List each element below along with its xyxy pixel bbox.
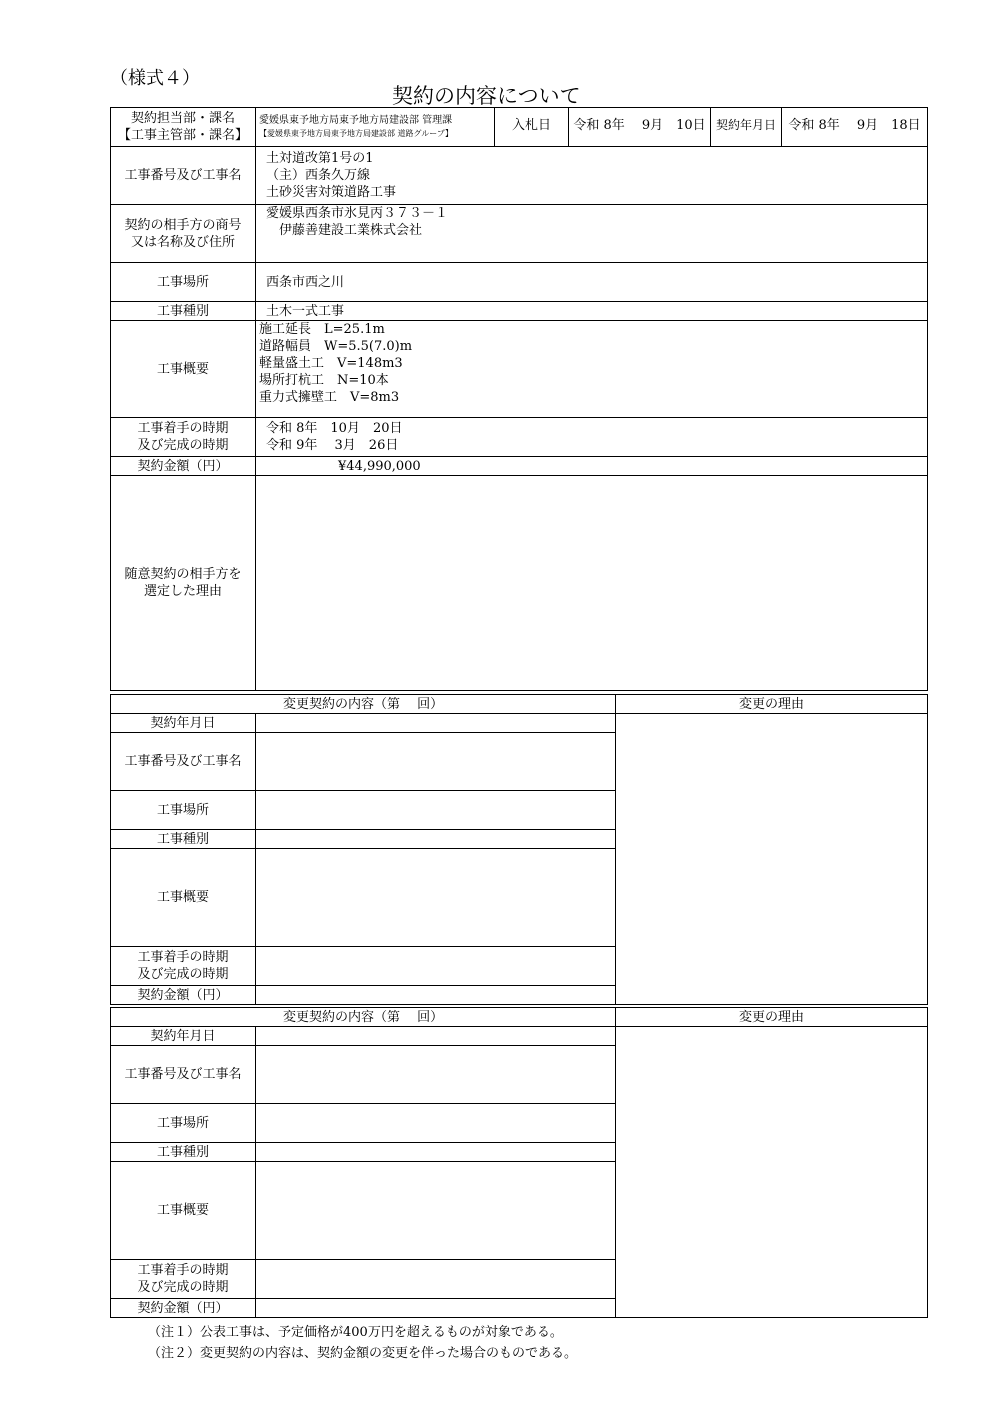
location-value: 西条市西之川 <box>256 263 928 302</box>
change-reason-value <box>616 714 928 1005</box>
change-location-label: 工事場所 <box>111 791 256 830</box>
change-amount-label: 契約金額（円） <box>111 986 256 1005</box>
dept-value-sub: 【愛媛県東予地方局東予地方局建設部 道路グループ】 <box>259 129 453 138</box>
change-location-label: 工事場所 <box>111 1104 256 1143</box>
change-date-value <box>256 714 616 733</box>
change-summary-value <box>256 1162 616 1260</box>
contract-date-value: 令和 8年 9月 18日 <box>782 108 928 147</box>
amount-value: ¥44,990,000 <box>256 457 928 476</box>
change-work-number-label: 工事番号及び工事名 <box>111 1046 256 1104</box>
change-location-value <box>256 791 616 830</box>
summary-value: 施工延長 L=25.1m 道路幅員 W=5.5(7.0)m 軽量盛土工 V=148m3 場所打杭工 N=10本 重力式擁壁工 V=8m3 <box>256 321 928 418</box>
amount-label: 契約金額（円） <box>111 457 256 476</box>
change-type-value <box>256 830 616 849</box>
change-reason-value <box>616 1027 928 1318</box>
document-title: 契約の内容について <box>392 84 581 108</box>
change-reason-header: 変更の理由 <box>616 1008 928 1027</box>
dept-value-cell <box>256 108 495 147</box>
change-period-label: 工事着手の時期 及び完成の時期 <box>111 1260 256 1299</box>
period-label: 工事着手の時期 及び完成の時期 <box>111 418 256 457</box>
footnotes <box>148 1322 577 1364</box>
work-number-label: 工事番号及び工事名 <box>111 147 256 205</box>
change-header: 変更契約の内容（第 回） <box>111 695 616 714</box>
footnote-2: （注２）変更契約の内容は、契約金額の変更を伴った場合のものである。 <box>148 1346 578 1361</box>
change-type-value <box>256 1143 616 1162</box>
change-period-value <box>256 947 616 986</box>
change-date-label: 契約年月日 <box>111 714 256 733</box>
change-work-number-value <box>256 733 616 791</box>
footnote-1: （注１）公表工事は、予定価格が400万円を超えるものが対象である。 <box>148 1325 563 1340</box>
change-work-number-label: 工事番号及び工事名 <box>111 733 256 791</box>
change-reason-header: 変更の理由 <box>616 695 928 714</box>
dept-label: 契約担当部・課名 <box>130 111 235 126</box>
bid-date-label: 入札日 <box>495 108 569 147</box>
change-summary-label: 工事概要 <box>111 849 256 947</box>
change-table-2 <box>110 1007 928 1318</box>
work-type-label: 工事種別 <box>111 302 256 321</box>
period-value: 令和 8年 10月 20日 令和 9年 3月 26日 <box>256 418 928 457</box>
change-work-number-value <box>256 1046 616 1104</box>
change-type-label: 工事種別 <box>111 830 256 849</box>
change-header: 変更契約の内容（第 回） <box>111 1008 616 1027</box>
contractor-label: 契約の相手方の商号 又は名称及び住所 <box>111 205 256 263</box>
work-number-value: 土対道改第1号の1 （主）西条久万線 土砂災害対策道路工事 <box>256 147 928 205</box>
change-date-value <box>256 1027 616 1046</box>
change-summary-label: 工事概要 <box>111 1162 256 1260</box>
change-period-value <box>256 1260 616 1299</box>
change-summary-value <box>256 849 616 947</box>
change-amount-value <box>256 986 616 1005</box>
form-number-label: （様式４） <box>110 68 200 89</box>
change-type-label: 工事種別 <box>111 1143 256 1162</box>
work-type-value: 土木一式工事 <box>256 302 928 321</box>
change-date-label: 契約年月日 <box>111 1027 256 1046</box>
location-label: 工事場所 <box>111 263 256 302</box>
bid-date-value: 令和 8年 9月 10日 <box>569 108 711 147</box>
selection-reason-value <box>256 476 928 691</box>
selection-reason-label: 随意契約の相手方を 選定した理由 <box>111 476 256 691</box>
dept-value: 愛媛県東予地方局東予地方局建設部 管理課 <box>259 115 453 126</box>
change-table-1 <box>110 694 928 1005</box>
dept-label-sub: 【工事主管部・課名】 <box>117 128 248 143</box>
contract-main-table <box>110 107 928 691</box>
change-location-value <box>256 1104 616 1143</box>
change-amount-label: 契約金額（円） <box>111 1299 256 1318</box>
contract-date-label: 契約年月日 <box>711 108 782 147</box>
dept-label-cell <box>111 108 256 147</box>
change-period-label: 工事着手の時期 及び完成の時期 <box>111 947 256 986</box>
change-amount-value <box>256 1299 616 1318</box>
summary-label: 工事概要 <box>111 321 256 418</box>
contractor-value: 愛媛県西条市氷見丙３７３－１ 伊藤善建設工業株式会社 <box>256 205 928 263</box>
